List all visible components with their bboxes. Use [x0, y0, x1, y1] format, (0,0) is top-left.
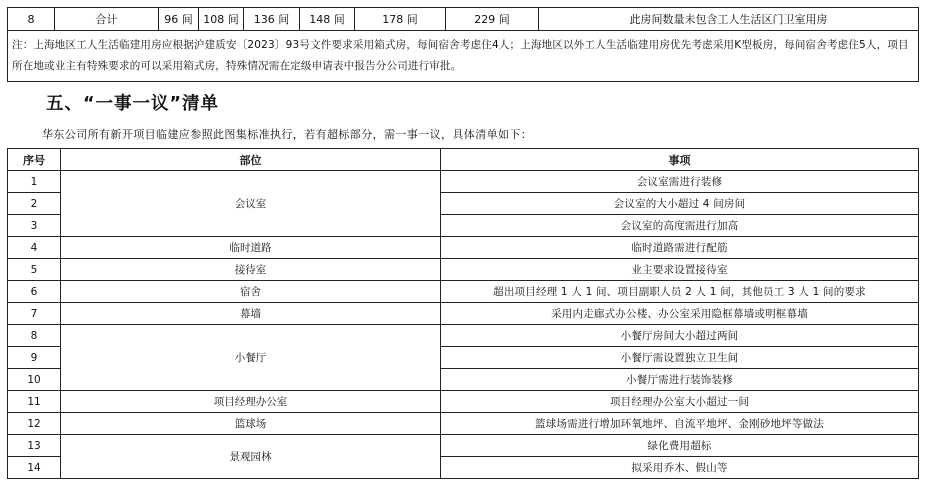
row-item: 小餐厅房间大小超过两间 — [441, 325, 919, 347]
summary-cell: 96 间 — [159, 8, 199, 31]
row-part: 景观园林 — [61, 435, 441, 479]
summary-note: 注：上海地区工人生活临建用房应根据沪建质安〔2023〕93号文件要求采用箱式房，每间宿舍考虑住4人；上海地区以外工人生活临建用房优先考虑采用K型板房，每间宿舍考虑住5人，项目所在地或业主有特殊要求的可以采用箱式房，特殊情况需在定级申请表中报告分公司进行审批。 — [8, 31, 919, 82]
section-title: 五、“一事一议”清单 — [46, 94, 220, 114]
row-number: 6 — [8, 281, 61, 303]
row-item: 小餐厅需进行装饰装修 — [441, 369, 919, 391]
table-row — [8, 391, 919, 413]
summary-table — [7, 7, 919, 82]
row-number: 2 — [8, 193, 61, 215]
row-number: 7 — [8, 303, 61, 325]
row-item: 超出项目经理 1 人 1 间、项目副职人员 2 人 1 间，其他员工 3 人 1 间的要求 — [441, 281, 919, 303]
section-intro: 华东公司所有新开项目临建应参照此图集标准执行，若有超标部分，需一事一议，具体清单如下： — [42, 128, 533, 141]
row-part: 篮球场 — [61, 413, 441, 435]
summary-row-label: 合计 — [55, 8, 159, 31]
row-number: 1 — [8, 171, 61, 193]
table-row — [8, 171, 919, 193]
row-part: 接待室 — [61, 259, 441, 281]
row-number: 8 — [8, 325, 61, 347]
row-part: 小餐厅 — [61, 325, 441, 391]
row-part: 项目经理办公室 — [61, 391, 441, 413]
table-row — [8, 413, 919, 435]
list-body — [8, 171, 919, 479]
summary-cell: 136 间 — [244, 8, 300, 31]
summary-cell: 229 间 — [446, 8, 539, 31]
header-part: 部位 — [61, 149, 441, 171]
row-number: 5 — [8, 259, 61, 281]
table-row — [8, 435, 919, 457]
row-item: 拟采用乔木、假山等 — [441, 457, 919, 479]
row-number: 11 — [8, 391, 61, 413]
summary-cell: 148 间 — [300, 8, 355, 31]
summary-total-row — [8, 8, 919, 31]
row-item: 绿化费用超标 — [441, 435, 919, 457]
table-row — [8, 325, 919, 347]
row-item: 会议室需进行装修 — [441, 171, 919, 193]
table-row — [8, 303, 919, 325]
row-item: 会议室的大小超过 4 间房间 — [441, 193, 919, 215]
row-number: 13 — [8, 435, 61, 457]
row-item: 业主要求设置接待室 — [441, 259, 919, 281]
row-item: 篮球场需进行增加环氧地坪、自流平地坪、金刚砂地坪等做法 — [441, 413, 919, 435]
row-part: 会议室 — [61, 171, 441, 237]
row-number: 12 — [8, 413, 61, 435]
row-item: 小餐厅需设置独立卫生间 — [441, 347, 919, 369]
row-item: 采用内走廊式办公楼、办公室采用隐框幕墙或明框幕墙 — [441, 303, 919, 325]
row-part: 宿舍 — [61, 281, 441, 303]
row-part: 临时道路 — [61, 237, 441, 259]
row-number: 14 — [8, 457, 61, 479]
row-number: 3 — [8, 215, 61, 237]
row-item: 项目经理办公室大小超过一间 — [441, 391, 919, 413]
row-number: 9 — [8, 347, 61, 369]
header-number: 序号 — [8, 149, 61, 171]
summary-row-number: 8 — [8, 8, 55, 31]
table-row — [8, 259, 919, 281]
proposal-list-table — [7, 148, 919, 479]
table-row — [8, 237, 919, 259]
table-row — [8, 281, 919, 303]
row-number: 10 — [8, 369, 61, 391]
row-part: 幕墙 — [61, 303, 441, 325]
row-item: 临时道路需进行配筋 — [441, 237, 919, 259]
row-number: 4 — [8, 237, 61, 259]
summary-cell: 178 间 — [355, 8, 446, 31]
row-item: 会议室的高度需进行加高 — [441, 215, 919, 237]
summary-note-row — [8, 31, 919, 82]
header-item: 事项 — [441, 149, 919, 171]
summary-remark: 此房间数量未包含工人生活区门卫室用房 — [539, 8, 919, 31]
summary-cell: 108 间 — [199, 8, 244, 31]
list-header-row — [8, 149, 919, 171]
